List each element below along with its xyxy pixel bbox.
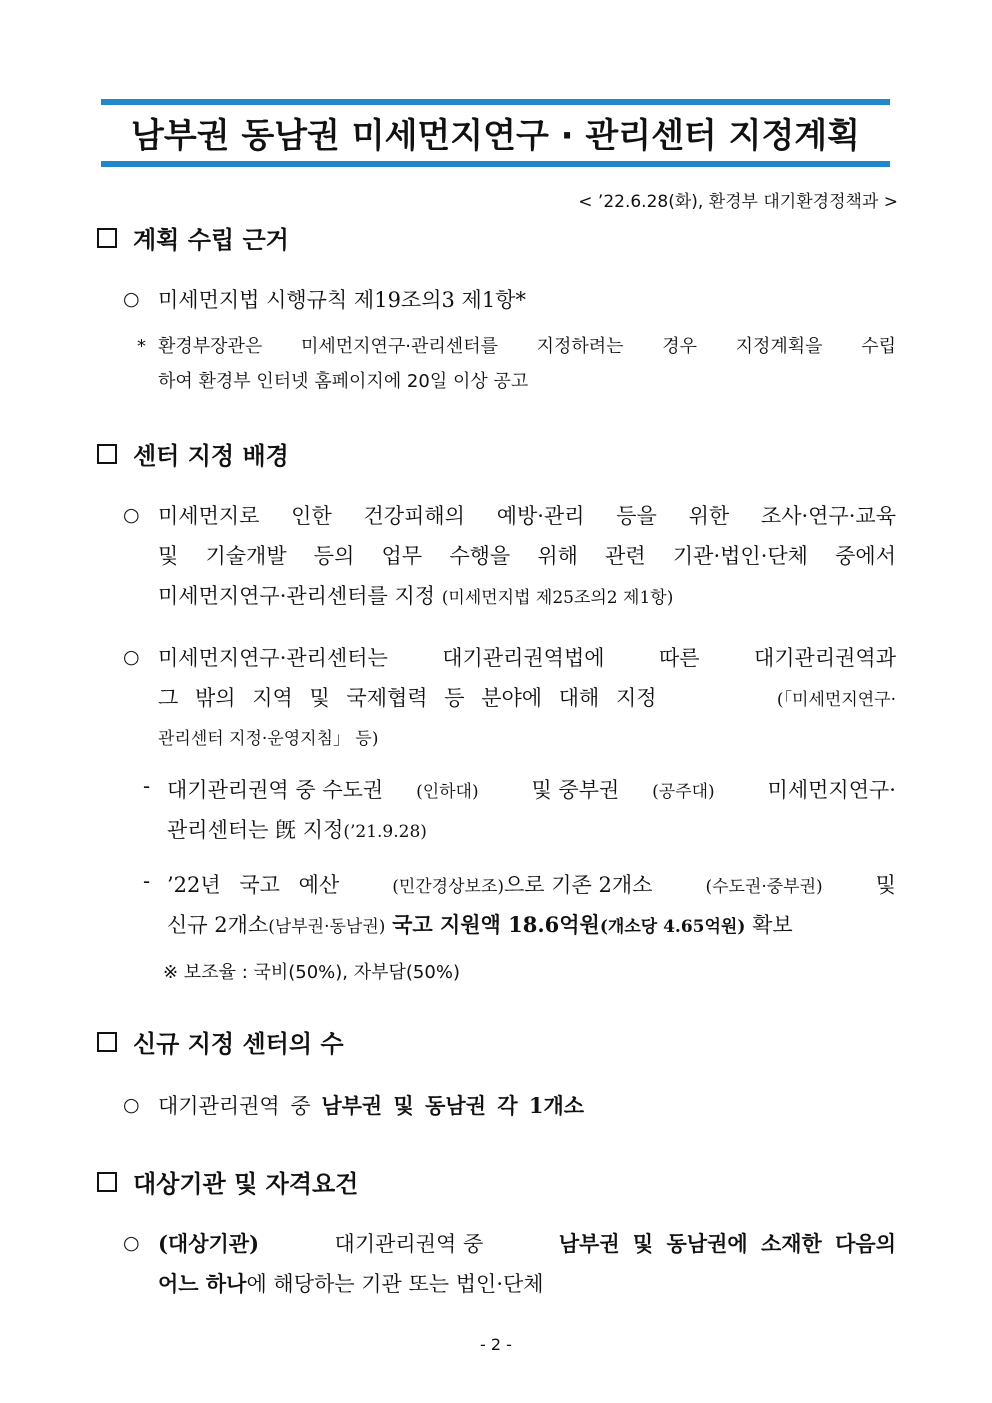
budget-per-center: (개소당 4.65억원) [599,917,746,937]
circle-bullet-icon: ○ [123,646,140,668]
text: (대상기관) [158,1231,260,1256]
dash-marker: - [143,869,151,893]
text: 대기관리권역 중 [158,1094,322,1118]
section-heading-text: 대상기관 및 자격요건 [133,1170,359,1198]
circle-bullet-icon: ○ [123,288,140,310]
dateline: < ’22.6.28(화), 환경부 대기환경정책과 > [578,192,898,212]
footnote-marker: * [137,336,146,357]
section-heading-text: 신규 지정 센터의 수 [133,1030,344,1058]
checkbox-square-icon [97,1032,117,1052]
title-rule-top [101,99,890,105]
eligibility-line2 [158,1268,544,1298]
section-heading-background [97,436,289,471]
section-heading-basis [97,220,289,255]
text: 미세먼지연구· [767,778,896,802]
title-rule-bottom [101,161,890,167]
existing-centers-line1 [167,774,896,804]
background-item1-line2: 및 기술개발 등의 업무 수행을 위해 관련 기관·법인·단체 중에서 [158,544,896,568]
section-heading-count [97,1024,344,1059]
text: 확보 [752,913,793,937]
text: ’22년 국고 예산 [167,873,340,897]
text: (남부권·동남권) [268,917,386,937]
designation-date: (’21.9.28) [343,822,427,842]
text: 어느 하나 [158,1271,247,1296]
subsidy-rate-note: ※ 보조율 : 국비(50%), 자부담(50%) [163,962,460,983]
line-text: 그 밖의 지역 및 국제협력 등 분야에 대해 지정 [158,686,657,710]
text: 및 중부권 [531,778,620,802]
existing-centers-line2 [167,814,427,844]
background-item2-line1: 미세먼지연구·관리센터는 대기관리권역법에 따른 대기관리권역과 [158,646,896,670]
text: 남부권 및 동남권에 소재한 다음의 [558,1231,896,1256]
budget-line2 [167,909,793,939]
eligibility-line1 [158,1228,896,1258]
text: 신규 2개소 [167,913,269,937]
section-heading-text: 센터 지정 배경 [133,442,289,470]
text: (인하대) [416,782,479,802]
text: 에 해당하는 기관 또는 법인·단체 [246,1272,544,1296]
section-heading-eligibility [97,1164,358,1199]
circle-bullet-icon: ○ [123,1094,140,1116]
basis-item: 미세먼지법 시행규칙 제19조의3 제1항* [158,288,526,312]
text: (민간경상보조) [392,877,504,897]
background-item1-line3 [158,580,673,610]
background-item1-line1: 미세먼지로 인한 건강피해의 예방·관리 등을 위한 조사·연구·교육 [158,504,896,528]
footnote-line-1: 환경부장관은 미세먼지연구·관리센터를 지정하려는 경우 지정계획을 수립 [158,336,896,357]
budget-amount: 국고 지원액 18.6억원 [392,912,600,937]
checkbox-square-icon [97,444,117,464]
text: 대기관리권역 중 수도권 [167,778,384,802]
text: 및 [875,873,896,897]
line-text: 미세먼지연구·관리센터를 지정 [158,584,436,608]
checkbox-square-icon [97,1172,117,1192]
text: (공주대) [652,782,715,802]
guideline-reference: (「미세먼지연구· [776,690,896,710]
circle-bullet-icon: ○ [123,504,140,526]
circle-bullet-icon: ○ [123,1232,140,1254]
text: 으로 기존 2개소 [504,873,653,897]
footnote-line-2: 하여 환경부 인터넷 홈페이지에 20일 이상 공고 [158,371,529,392]
text: 대기관리권역 중 [327,1232,490,1256]
background-item2-line2 [158,682,896,712]
count-item [158,1090,584,1120]
budget-line1 [167,869,896,899]
checkbox-square-icon [97,228,117,248]
text: 관리센터는 旣 지정 [167,818,344,842]
section-heading-text: 계획 수립 근거 [133,226,289,254]
law-reference: (미세먼지법 제25조의2 제1항) [441,588,674,608]
background-item2-line3: 관리센터 지정·운영지침」 등) [158,729,379,749]
dash-marker: - [143,774,151,798]
page-number: - 2 - [480,1335,512,1354]
text: (수도권·중부권) [705,877,823,897]
text-group [392,869,652,899]
count-value: 남부권 및 동남권 각 1개소 [321,1093,585,1118]
page-title: 남부권 동남권 미세먼지연구 · 관리센터 지정계획 [131,116,860,156]
